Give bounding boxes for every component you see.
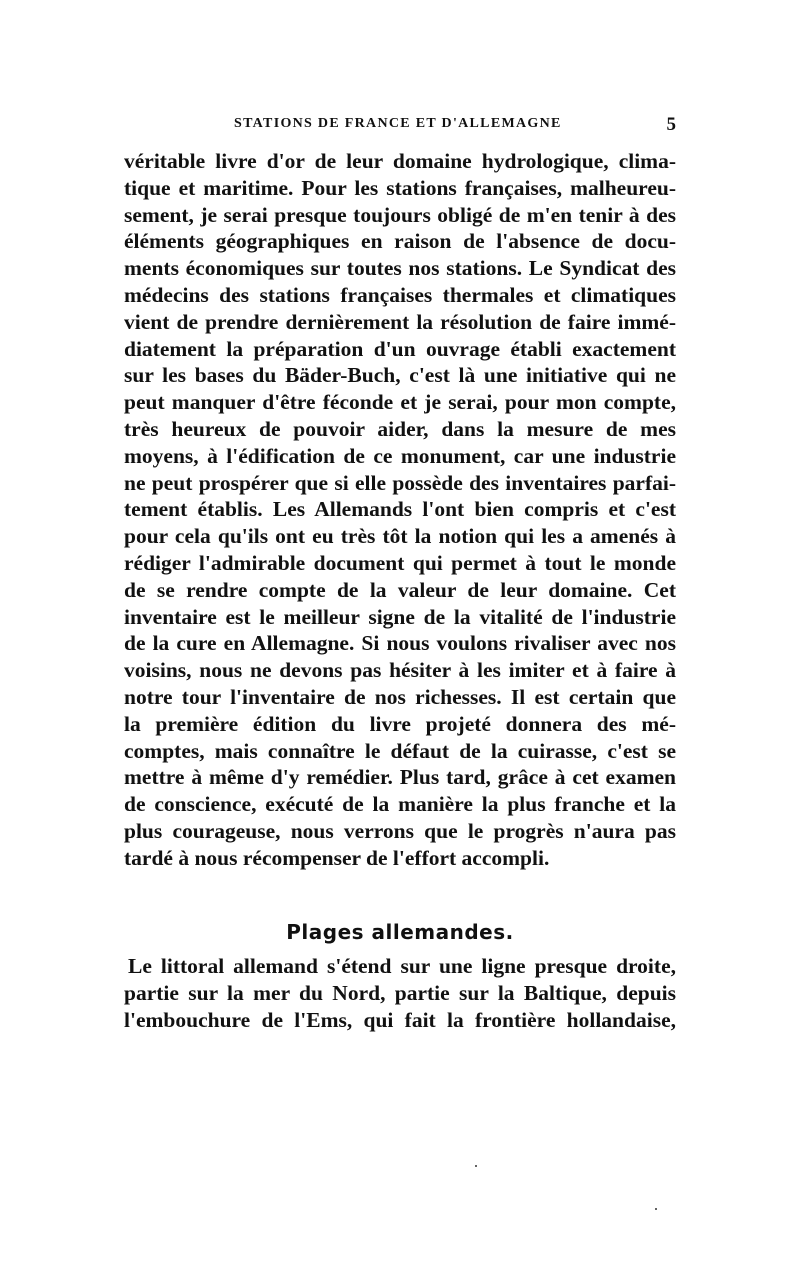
text-line: de la cure en Allemagne. Si nous voulons rivaliser avec nos — [124, 631, 676, 656]
page-number: 5 — [666, 114, 676, 135]
text-line: mettre à même d'y remédier. Plus tard, grâce à cet examen — [124, 765, 676, 790]
text-line: tique et maritime. Pour les stations françaises, malheureu- — [124, 175, 676, 200]
text-line: sur les bases du Bäder-Buch, c'est là une initiative qui ne — [124, 363, 676, 388]
text-line: moyens, à l'édification de ce monument, car une industrie — [124, 443, 676, 468]
text-line: tardé à nous récompenser de l'effort accompli. — [124, 845, 550, 870]
text-line: pour cela qu'ils ont eu très tôt la notion qui les a amenés à — [124, 524, 676, 549]
print-speck — [475, 1165, 477, 1167]
text-line: ne peut prospérer que si elle possède des inventaires parfai- — [124, 470, 676, 495]
text-line: notre tour l'inventaire de nos richesses. Il est certain que — [124, 684, 676, 709]
paragraph-body — [124, 148, 676, 872]
print-speck — [655, 1208, 657, 1210]
text-line: rédiger l'admirable document qui permet à tout le monde — [124, 550, 676, 575]
text-line: peut manquer d'être féconde et je serai, pour mon compte, — [124, 390, 676, 415]
text-line: ments économiques sur toutes nos stations. Le Syndicat des — [124, 256, 676, 281]
text-line: de conscience, exécuté de la manière la plus franche et la — [124, 792, 676, 817]
text-line: Le littoral allemand s'étend sur une ligne presque droite, — [128, 954, 676, 978]
text-line: tement établis. Les Allemands l'ont bien compris et c'est — [124, 497, 676, 522]
text-line: de se rendre compte de la valeur de leur domaine. Cet — [124, 577, 676, 602]
running-title: STATIONS DE FRANCE ET D'ALLEMAGNE — [234, 116, 562, 131]
text-line: comptes, mais connaître le défaut de la cuirasse, c'est se — [124, 738, 676, 763]
text-line: très heureux de pouvoir aider, dans la mesure de mes — [124, 416, 676, 441]
text-line: la première édition du livre projeté donnera des mé- — [124, 711, 676, 736]
text-line: diatement la préparation d'un ouvrage établi exactement — [124, 336, 676, 361]
text-line: plus courageuse, nous verrons que le progrès n'aura pas — [124, 818, 676, 843]
text-line: médecins des stations françaises thermales et climatiques — [124, 282, 676, 307]
text-line: vient de prendre dernièrement la résolution de faire immé- — [124, 309, 676, 334]
text-line: véritable livre d'or de leur domaine hydrologique, clima- — [124, 149, 676, 173]
text-line: partie sur la mer du Nord, partie sur la Baltique, depuis — [124, 980, 676, 1005]
text-line: voisins, nous ne devons pas hésiter à les imiter et à faire à — [124, 658, 676, 683]
running-header — [124, 116, 676, 140]
text-line: l'embouchure de l'Ems, qui fait la frontière hollandaise, — [124, 1007, 676, 1032]
text-line: sement, je serai presque toujours obligé de m'en tenir à des — [124, 202, 676, 227]
section-paragraph — [124, 953, 676, 1033]
section-heading: Plages allemandes. — [286, 920, 514, 944]
text-line: inventaire est le meilleur signe de la vitalité de l'industrie — [124, 604, 676, 629]
text-line: éléments géographiques en raison de l'absence de docu- — [124, 229, 676, 254]
